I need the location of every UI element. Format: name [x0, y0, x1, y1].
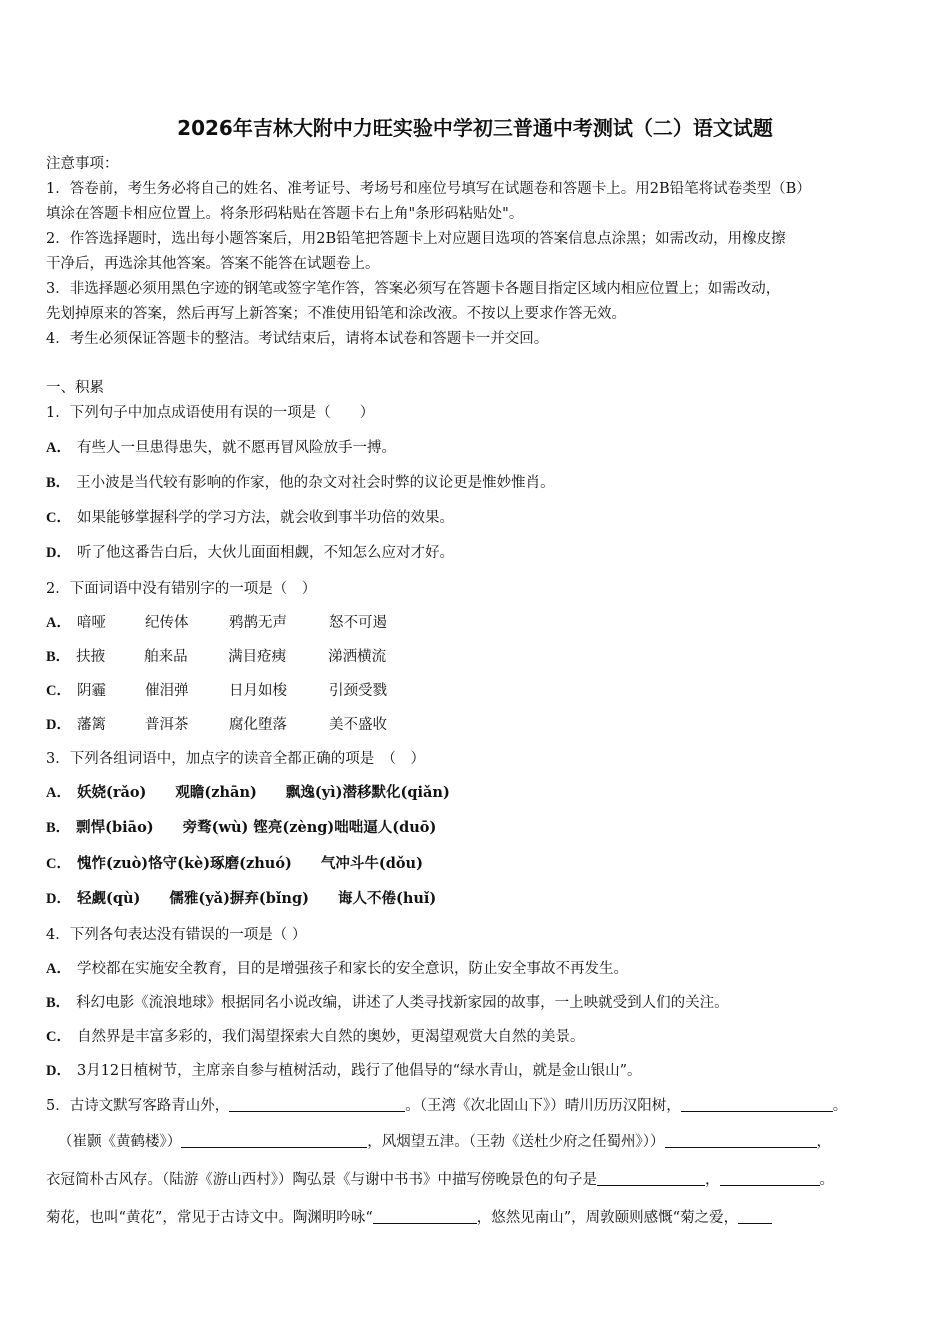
question-2-stem: 2．下面词语中没有错别字的一项是（ ）	[46, 581, 317, 597]
option-text: 听了他这番告白后，大伙儿面面相觑，不知怎么应对才好。	[76, 545, 454, 561]
option-word: 鸦鹊无声	[228, 615, 287, 631]
answer-blank[interactable]	[229, 1097, 405, 1112]
option-word: 涕洒横流	[328, 649, 387, 665]
notice-line: 填涂在答题卡相应位置上。将条形码粘贴在答题卡右上角"条形码粘贴处"。	[46, 206, 524, 222]
answer-blank[interactable]	[681, 1097, 833, 1112]
question-5-text: （崔颢《黄鹤楼》）	[58, 1134, 182, 1150]
option-word: 催泪弹	[144, 683, 189, 699]
question-5-text: ，风烟望五津。（王勃《送杜少府之任蜀州》））	[367, 1134, 665, 1150]
option-label: B．	[46, 995, 71, 1011]
answer-blank[interactable]	[720, 1171, 820, 1186]
question-5-line-2	[58, 1130, 926, 1151]
question-2-option-a	[46, 611, 914, 632]
question-5-text: 菊花，也叫“黄花”，常见于古诗文中。陶渊明吟咏“	[46, 1210, 373, 1226]
question-5-line-3	[46, 1168, 914, 1189]
option-word: 满目疮痍	[228, 649, 287, 665]
option-text: 自然界是丰富多彩的，我们渴望探索大自然的奥妙，更渴望观赏大自然的美景。	[76, 1029, 585, 1045]
question-2-option-c	[46, 679, 914, 700]
question-5-text: ，	[705, 1172, 720, 1188]
option-label: D．	[46, 891, 71, 907]
option-text: 剽悍(biāo) 旁骛(wù) 铿亮(zèng)咄咄逼人(duō)	[76, 819, 437, 836]
option-word: 怒不可遏	[328, 615, 387, 631]
option-label: A．	[46, 961, 71, 977]
answer-blank[interactable]	[738, 1209, 772, 1224]
question-2-option-b	[46, 645, 914, 666]
question-5-text: 衣冠简朴古风存。（陆游《游山西村》）陶弘景《与谢中书书》中描写傍晚景色的句子是	[46, 1172, 597, 1188]
notice-line: 先划掉原来的答案，然后再写上新答案；不准使用铅笔和涂改液。不按以上要求作答无效。	[46, 306, 626, 322]
option-word: 舶来品	[144, 649, 188, 665]
option-label: B．	[46, 475, 71, 491]
option-label: D．	[46, 717, 71, 733]
option-word: 纪传体	[144, 615, 189, 631]
question-5-text: 。	[832, 1098, 848, 1114]
option-text: 妖娆(rǎo) 观瞻(zhān) 飘逸(yì)潜移默化(qiǎn)	[76, 784, 450, 801]
option-text: 如果能够掌握科学的学习方法，就会收到事半功倍的效果。	[76, 510, 454, 526]
notice-line: 1．答卷前，考生务必将自己的姓名、准考证号、考场号和座位号填写在试题卷和答题卡上。用2B铅笔将试卷类型（B）	[46, 181, 811, 197]
section-heading: 一、积累	[46, 380, 104, 396]
question-5-line-1	[46, 1094, 914, 1115]
option-word: 阴霾	[76, 683, 106, 699]
option-label: B．	[46, 649, 71, 665]
question-4-option-a	[46, 957, 914, 978]
question-5-line-4	[46, 1206, 914, 1227]
option-label: A．	[46, 785, 71, 801]
question-3-option-a	[46, 781, 914, 802]
question-3-stem: 3．下列各组词语中，加点字的读音全都正确的项是 （ ）	[46, 751, 425, 767]
notice-line: 2．作答选择题时，选出每小题答案后，用2B铅笔把答题卡上对应题目选项的答案信息点涂黑；如需改动，用橡皮擦	[46, 231, 786, 247]
question-1-stem: 1．下列句子中加点成语使用有误的一项是（ ）	[46, 405, 375, 421]
question-2-option-d	[46, 713, 914, 734]
question-4-option-b	[46, 991, 914, 1012]
question-5-text: ，悠然见南山”，周敦颐则感慨“菊之爱，	[476, 1210, 739, 1226]
option-word: 腐化堕落	[228, 717, 287, 733]
option-label: D．	[46, 545, 71, 561]
question-3-option-c	[46, 852, 914, 873]
option-label: C．	[46, 683, 71, 699]
question-5-text: 。	[819, 1172, 834, 1188]
answer-blank[interactable]	[373, 1209, 477, 1224]
option-label: A．	[46, 615, 71, 631]
answer-blank[interactable]	[665, 1133, 817, 1148]
question-5-text: 5．古诗文默写客路青山外，	[46, 1098, 230, 1114]
answer-blank[interactable]	[181, 1133, 367, 1148]
question-1-option-a	[46, 436, 914, 457]
option-label: D．	[46, 1063, 71, 1079]
answer-blank[interactable]	[597, 1171, 705, 1186]
option-word: 普洱茶	[144, 717, 189, 733]
option-word: 美不盛收	[328, 717, 387, 733]
option-word: 喑哑	[76, 615, 106, 631]
option-text: 科幻电影《流浪地球》根据同名小说改编，讲述了人类寻找新家园的故事，一上映就受到人们的关注。	[76, 995, 729, 1011]
question-4-option-d	[46, 1059, 914, 1080]
option-text: 王小波是当代较有影响的作家，他的杂文对社会时弊的议论更是惟妙惟肖。	[76, 475, 555, 491]
option-label: A．	[46, 440, 71, 456]
option-text: 3月12日植树节，主席亲自参与植树活动，践行了他倡导的“绿水青山，就是金山银山”。	[76, 1063, 642, 1079]
question-5-text: ，	[816, 1134, 831, 1150]
option-label: C．	[46, 1029, 71, 1045]
option-word: 藩篱	[76, 717, 106, 733]
option-word: 日月如梭	[228, 683, 287, 699]
option-text: 愧怍(zuò)恪守(kè)琢磨(zhuó) 气冲斗牛(dǒu)	[76, 855, 423, 872]
option-word: 扶掖	[76, 649, 106, 665]
notice-line: 3．非选择题必须用黑色字迹的钢笔或签字笔作答，答案必须写在答题卡各题目指定区域内相应位置上；如需改动，	[46, 281, 781, 297]
option-label: C．	[46, 510, 71, 526]
option-text: 学校都在实施安全教育，目的是增强孩子和家长的安全意识，防止安全事故不再发生。	[76, 961, 628, 977]
question-1-option-c	[46, 506, 914, 527]
page-title: 2026年吉林大附中力旺实验中学初三普通中考测试（二）语文试题	[177, 116, 773, 140]
notice-line: 干净后，再选涂其他答案。答案不能答在试题卷上。	[46, 256, 380, 272]
question-1-option-d	[46, 541, 914, 562]
question-3-option-b	[46, 816, 914, 837]
question-5-text: 。（王湾《次北固山下》）晴川历历汉阳树，	[405, 1098, 681, 1114]
option-word: 引颈受戮	[328, 683, 387, 699]
question-1-option-b	[46, 471, 914, 492]
option-label: C．	[46, 856, 71, 872]
notice-line: 4．考生必须保证答题卡的整洁。考试结束后，请将本试卷和答题卡一并交回。	[46, 331, 549, 347]
option-text: 轻觑(qù) 儒雅(yǎ)摒弃(bǐng) 诲人不倦(huǐ)	[76, 890, 437, 907]
notice-heading: 注意事项：	[46, 156, 119, 172]
question-4-option-c	[46, 1025, 914, 1046]
question-3-option-d	[46, 887, 914, 908]
option-label: B．	[46, 820, 71, 836]
question-4-stem: 4．下列各句表达没有错误的一项是（ ）	[46, 927, 307, 943]
option-text: 有些人一旦患得患失，就不愿再冒风险放手一搏。	[76, 440, 396, 456]
